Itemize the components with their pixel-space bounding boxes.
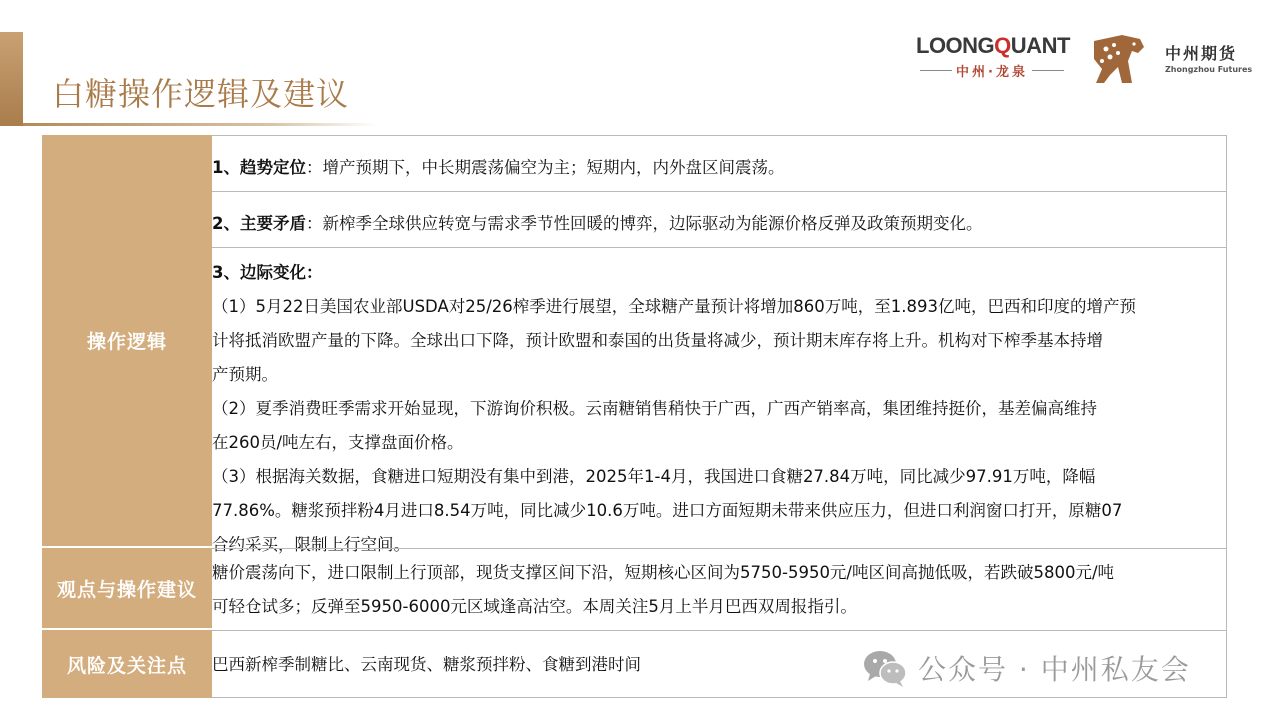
loongquant-logo <box>916 33 1068 83</box>
sugar-logic-table <box>42 135 1227 698</box>
operation-logic-label: 操作逻辑 <box>42 135 212 548</box>
trend-positioning-row <box>42 135 1227 191</box>
zhongzhou-futures-leopard-icon <box>1088 31 1146 87</box>
risk-label: 风险及关注点 <box>42 630 212 698</box>
loongquant-wordmark: LOONGQUANT <box>916 33 1070 58</box>
advice-label: 观点与操作建议 <box>42 548 212 630</box>
title-underline <box>23 123 378 126</box>
wechat-icon <box>862 648 908 688</box>
trend-positioning-cell: 1、趋势定位：增产预期下，中长期震荡偏空为主；短期内，内外盘区间震荡。 <box>212 135 1227 191</box>
watermark-text: 公众号 · 中州私友会 <box>918 653 1191 686</box>
title-accent-bar <box>0 32 23 126</box>
advice-cell: 糖价震荡向下，进口限制上行顶部，现货支撑区间下沿，短期核心区间为5750-5950元/吨区间高抛低吸，若跌破5800元/吨 可轻仓试多；反弹至5950-6000元区域逢高沽空。本周关注5月上半月巴西双周报指引。 <box>212 548 1227 630</box>
watermark <box>862 648 1191 688</box>
loongquant-subtitle: 中州·龙泉 <box>916 60 1068 80</box>
main-contradiction-cell: 2、主要矛盾：新榨季全球供应转宽与需求季节性回暖的博弈，边际驱动为能源价格反弹及政策预期变化。 <box>212 191 1227 247</box>
advice-row <box>42 548 1227 630</box>
main-contradiction-row <box>42 191 1227 247</box>
marginal-change-cell: 3、边际变化： （1）5月22日美国农业部USDA对25/26榨季进行展望，全球糖产量预计将增加860万吨，至1.893亿吨，巴西和印度的增产预 计将抵消欧盟产量的下降。全球出口下降，预计欧盟和泰国的出货量将减少，预计期末库存将上升。机构对下榨季基本持增 产预期。 （2）夏季消费旺季需求开始显现，下游询价积极。云南糖销售稍快于广西，广西产销率高，集团维持挺价，基差偏高维持 在260员/吨左右，支撑盘面价格。 （3）根据海关数据，食糖进口短期没有集中到港，2025年1-4月，我国进口食糖27.84万吨，同比减少97.91万吨，降幅 77.86%。糖浆预拌粉4月进口8.54万吨，同比减少10.6万吨。进口方面短期未带来供应压力，但进口利润窗口打开，原糖07 合约采买，限制上行空间。 <box>212 247 1227 548</box>
risk-cell: 巴西新榨季制糖比、云南现货、糖浆预拌粉、食糖到港时间 <box>212 630 1227 698</box>
zhongzhou-futures-logo-text: 中州期货 Zhongzhou Futures <box>1165 44 1253 74</box>
page-title: 白糖操作逻辑及建议 <box>52 75 350 113</box>
marginal-change-row <box>42 247 1227 554</box>
